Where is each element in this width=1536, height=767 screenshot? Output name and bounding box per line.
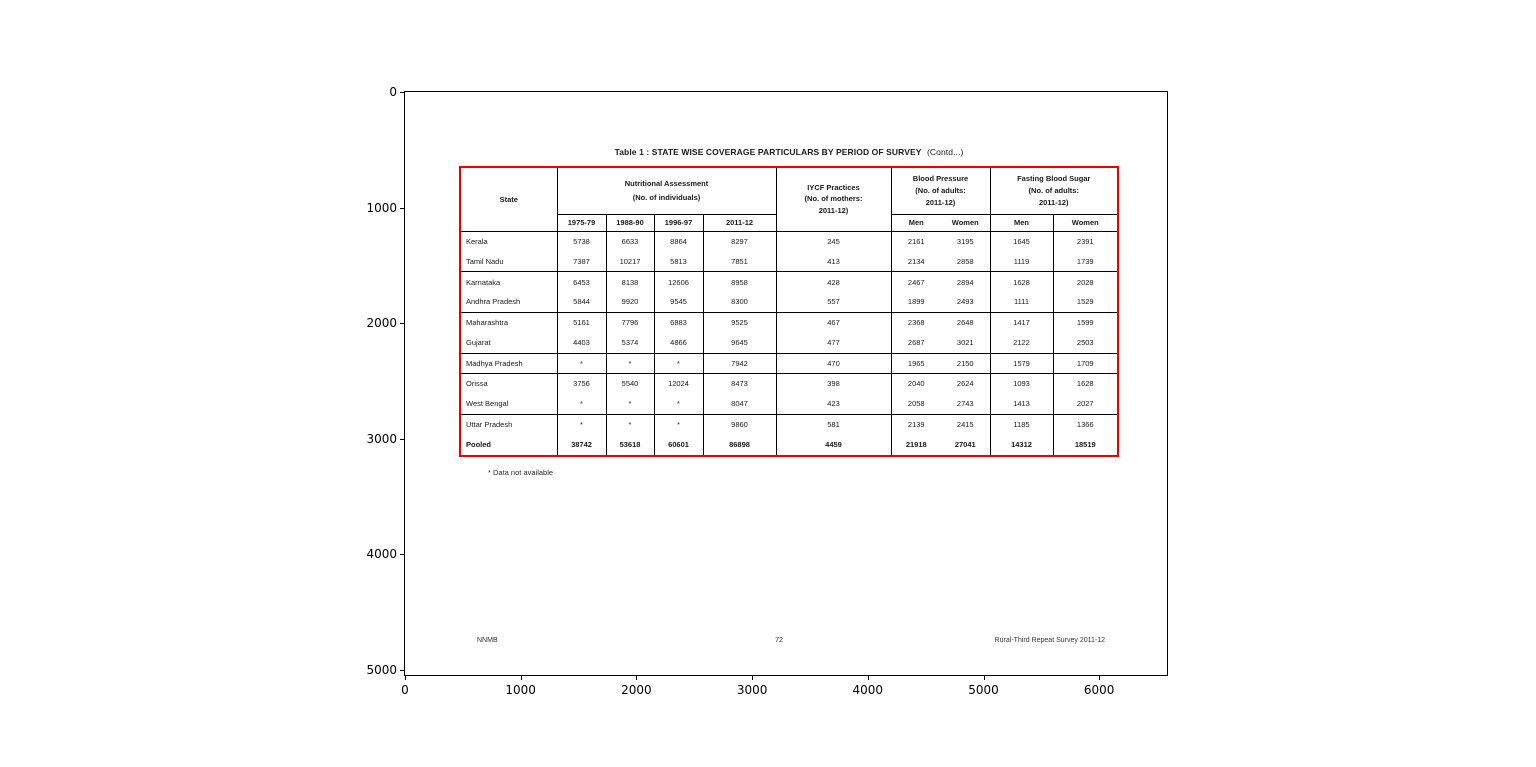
x-tick-mark <box>521 676 522 680</box>
fbs-line3: 2011-12) <box>1038 197 1069 207</box>
table-row <box>461 374 1117 394</box>
value-cell: 53618 <box>606 435 654 455</box>
y-tick-label: 0 <box>389 85 397 99</box>
value-cell: 5844 <box>557 292 606 312</box>
value-cell: 7942 <box>703 353 776 373</box>
value-cell: 9920 <box>606 292 654 312</box>
value-cell: 21918 <box>905 440 927 450</box>
value-cell: * <box>654 415 703 435</box>
value-cell: 2687 <box>891 333 941 353</box>
value-cell: 12606 <box>654 272 703 292</box>
value-cell: 2503 <box>1053 333 1117 353</box>
value-cell: 1628 <box>1076 379 1094 389</box>
y-tick-mark <box>400 323 404 324</box>
bp-line3: 2011-12) <box>925 197 956 207</box>
table-title-contd: (Contd...) <box>926 147 964 157</box>
value-cell: 470 <box>776 353 891 373</box>
value-cell: 9545 <box>654 292 703 312</box>
value-cell: 2139 <box>907 420 925 430</box>
x-tick-mark <box>752 676 753 680</box>
y-tick-label: 3000 <box>366 431 397 446</box>
value-cell: 8864 <box>654 231 703 251</box>
value-cell: 1119 <box>990 251 1053 271</box>
state-cell: Andhra Pradesh <box>461 292 557 312</box>
col-header-fbs-women: Women <box>1053 214 1117 231</box>
value-cell: 2027 <box>1053 394 1117 414</box>
value-cell: 2134 <box>891 251 941 271</box>
x-tick-mark <box>636 676 637 680</box>
value-cell: 4866 <box>654 333 703 353</box>
table-row <box>461 231 1117 251</box>
value-cell: 6883 <box>654 313 703 333</box>
value-cell: 1628 <box>990 272 1053 292</box>
value-cell: 1709 <box>1053 353 1117 373</box>
value-cell: * <box>557 415 606 435</box>
y-tick-label: 5000 <box>366 663 397 677</box>
y-tick-mark <box>400 92 404 93</box>
state-cell: Madhya Pradesh <box>461 353 557 373</box>
footer-survey-name: Rural-Third Repeat Survey 2011-12 <box>994 637 1105 644</box>
bp-line1: Blood Pressure <box>912 174 969 184</box>
value-cell: 413 <box>776 251 891 271</box>
table-row <box>461 251 1117 271</box>
x-tick-label: 3000 <box>736 683 768 697</box>
col-header-1975-79: 1975-79 <box>557 214 606 231</box>
x-tick-label: 0 <box>401 683 409 697</box>
table-body <box>461 231 1117 455</box>
value-cell: 2648 <box>941 313 990 333</box>
value-cell: 6633 <box>606 231 654 251</box>
y-tick-mark <box>400 554 404 555</box>
x-tick-mark <box>984 676 985 680</box>
x-tick-label: 4000 <box>852 683 884 697</box>
state-cell: Maharashtra <box>461 313 557 333</box>
table-row <box>461 415 1117 435</box>
page-number: 72 <box>775 637 783 644</box>
value-cell: * <box>606 353 654 373</box>
value-cell: 581 <box>776 415 891 435</box>
value-cell: 7796 <box>606 313 654 333</box>
value-cell: 8300 <box>703 292 776 312</box>
page-footer <box>461 637 1117 649</box>
value-cell: 86898 <box>703 435 776 455</box>
value-cell: 5161 <box>557 313 606 333</box>
value-cell: 2391 <box>1076 236 1094 246</box>
value-cell: * <box>606 415 654 435</box>
value-cell: 1645 <box>990 231 1053 251</box>
coverage-table-border <box>459 166 1119 457</box>
state-cell: Uttar Pradesh <box>461 415 557 435</box>
value-cell: * <box>654 394 703 414</box>
y-tick-label: 1000 <box>366 200 397 215</box>
value-cell: 27041 <box>941 435 990 455</box>
x-tick-label: 5000 <box>968 683 999 697</box>
state-cell: Karnataka <box>461 272 557 292</box>
value-cell: 2150 <box>941 353 990 373</box>
x-tick-label: 1000 <box>505 683 536 697</box>
value-cell: 9525 <box>703 313 776 333</box>
value-cell: * <box>557 394 606 414</box>
value-cell: 1599 <box>1076 318 1094 328</box>
x-tick-label: 6000 <box>1083 683 1115 697</box>
data-not-available-note: * Data not available <box>488 468 554 477</box>
value-cell: 2493 <box>941 292 990 312</box>
col-header-1988-90: 1988-90 <box>606 214 654 231</box>
col-group-blood-pressure <box>891 168 990 214</box>
fbs-line1: Fasting Blood Sugar <box>1017 174 1091 184</box>
value-cell: * <box>557 353 606 373</box>
value-cell: 8473 <box>703 374 776 394</box>
value-cell: 428 <box>776 272 891 292</box>
y-tick-mark <box>400 208 404 209</box>
value-cell: 9645 <box>703 333 776 353</box>
value-cell: 4403 <box>557 333 606 353</box>
value-cell: 1413 <box>990 394 1053 414</box>
value-cell: 2624 <box>941 374 990 394</box>
col-header-iycf <box>776 168 891 231</box>
value-cell: 1899 <box>891 292 941 312</box>
table-row <box>461 313 1117 333</box>
col-header-2011-12: 2011-12 <box>703 214 776 231</box>
y-tick-label: 2000 <box>366 316 397 331</box>
table-row <box>461 353 1117 373</box>
value-cell: 2743 <box>941 394 990 414</box>
state-cell: West Bengal <box>461 394 557 414</box>
value-cell: 2467 <box>907 277 925 287</box>
state-cell: Pooled <box>461 435 557 455</box>
value-cell: 2122 <box>990 333 1053 353</box>
value-cell: * <box>654 353 703 373</box>
table-row <box>461 272 1117 292</box>
state-cell: Tamil Nadu <box>461 251 557 271</box>
value-cell: 467 <box>776 313 891 333</box>
col-header-bp-women: Women <box>941 214 990 231</box>
value-cell: 10217 <box>606 251 654 271</box>
col-header-bp-men: Men <box>891 214 941 231</box>
table-row <box>461 333 1117 353</box>
value-cell: 4459 <box>776 435 891 455</box>
value-cell: 38742 <box>557 435 606 455</box>
value-cell: 18519 <box>1074 440 1096 450</box>
state-cell: Orissa <box>461 374 557 394</box>
value-cell: 1185 <box>990 415 1053 435</box>
value-cell: 7387 <box>557 251 606 271</box>
nutritional-line2: (No. of individuals) <box>632 192 701 202</box>
value-cell: 2858 <box>941 251 990 271</box>
x-tick-mark <box>1099 676 1100 680</box>
fbs-line2: (No. of adults: <box>1028 185 1079 195</box>
value-cell: 2058 <box>891 394 941 414</box>
value-cell: 14312 <box>990 435 1053 455</box>
value-cell: 6453 <box>557 272 606 292</box>
value-cell: 3756 <box>557 374 606 394</box>
value-cell: 2161 <box>907 236 925 246</box>
col-group-nutritional <box>557 168 776 214</box>
nutritional-line1: Nutritional Assessment <box>624 179 709 189</box>
x-tick-mark <box>405 676 406 680</box>
col-header-fbs-men: Men <box>990 214 1053 231</box>
document-title <box>461 147 1117 157</box>
coverage-table <box>461 168 1117 455</box>
value-cell: 7851 <box>703 251 776 271</box>
value-cell: 1529 <box>1053 292 1117 312</box>
value-cell: 477 <box>776 333 891 353</box>
value-cell: 12024 <box>654 374 703 394</box>
value-cell: 2415 <box>941 415 990 435</box>
value-cell: 8297 <box>703 231 776 251</box>
col-group-fasting-blood-sugar <box>990 168 1117 214</box>
iycf-line1: IYCF Practices <box>807 182 860 192</box>
col-header-1996-97: 1996-97 <box>654 214 703 231</box>
value-cell: 5738 <box>557 231 606 251</box>
value-cell: * <box>606 394 654 414</box>
table-row <box>461 435 1117 455</box>
value-cell: 557 <box>776 292 891 312</box>
table-row <box>461 394 1117 414</box>
value-cell: 2040 <box>907 379 925 389</box>
value-cell: 5813 <box>654 251 703 271</box>
iycf-line2: (No. of mothers: <box>804 194 863 204</box>
value-cell: 398 <box>776 374 891 394</box>
iycf-line3: 2011-12) <box>818 206 849 216</box>
value-cell: 5540 <box>606 374 654 394</box>
col-header-state: State <box>461 168 557 231</box>
table-row <box>461 292 1117 312</box>
value-cell: 9860 <box>703 415 776 435</box>
y-tick-mark <box>400 439 404 440</box>
value-cell: 2894 <box>941 272 990 292</box>
value-cell: 2368 <box>907 318 925 328</box>
value-cell: 1417 <box>990 313 1053 333</box>
value-cell: 1366 <box>1076 420 1094 430</box>
value-cell: 3021 <box>941 333 990 353</box>
y-tick-mark <box>400 670 404 671</box>
value-cell: 1739 <box>1053 251 1117 271</box>
value-cell: 1965 <box>891 353 941 373</box>
y-tick-label: 4000 <box>366 547 397 562</box>
state-cell: Kerala <box>461 231 557 251</box>
x-tick-mark <box>868 676 869 680</box>
plot-area <box>366 85 1168 697</box>
value-cell: 1111 <box>990 292 1053 312</box>
state-cell: Gujarat <box>461 333 557 353</box>
value-cell: 1579 <box>990 353 1053 373</box>
value-cell: 8958 <box>703 272 776 292</box>
value-cell: 60601 <box>654 435 703 455</box>
value-cell: 423 <box>776 394 891 414</box>
table-title: Table 1 : STATE WISE COVERAGE PARTICULARS BY PERIOD OF SURVEY <box>614 147 922 157</box>
value-cell: 8138 <box>606 272 654 292</box>
value-cell: 2028 <box>1076 277 1094 287</box>
value-cell: 5374 <box>606 333 654 353</box>
footer-org: NNMB <box>477 637 498 644</box>
value-cell: 245 <box>776 231 891 251</box>
bp-line2: (No. of adults: <box>915 185 966 195</box>
x-tick-label: 2000 <box>621 683 652 697</box>
value-cell: 3195 <box>941 231 990 251</box>
value-cell: 8047 <box>703 394 776 414</box>
value-cell: 1093 <box>990 374 1053 394</box>
